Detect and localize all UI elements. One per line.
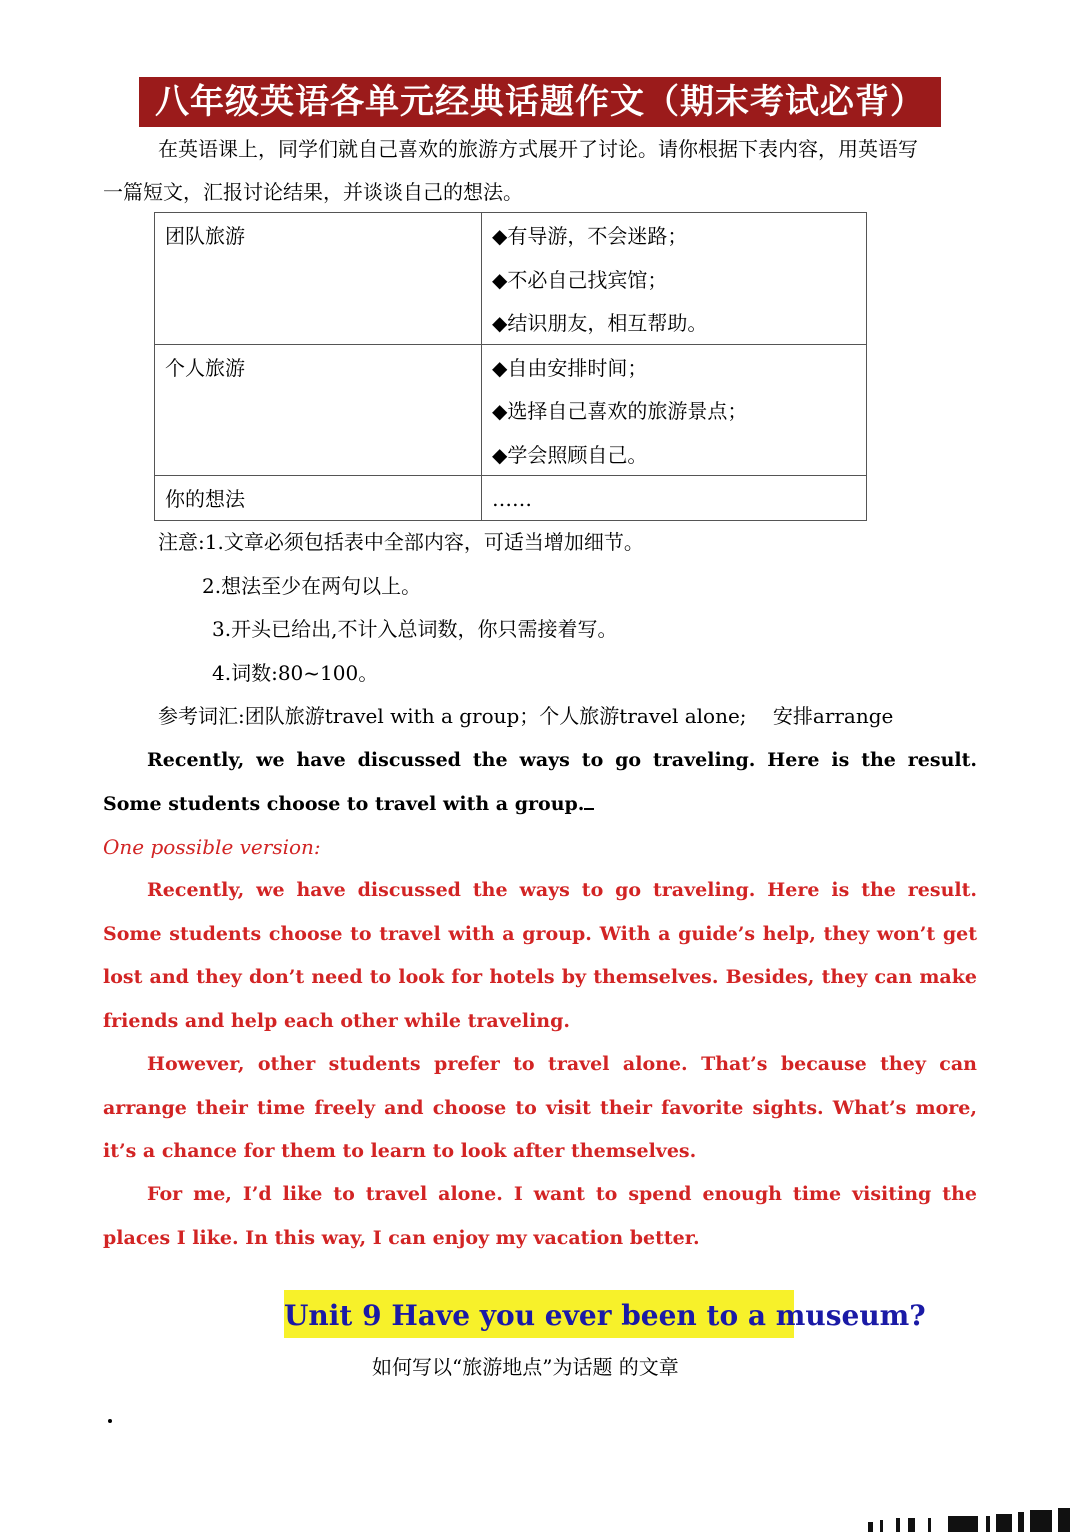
- note-2: 2.想法至少在两句以上。: [202, 574, 422, 598]
- row-label: 团队旅游: [165, 224, 245, 248]
- point-item: ◆选择自己喜欢的旅游景点；: [492, 399, 748, 423]
- answer-text: Recently, we have discussed the ways to go traveling. Here is the result. Some students choose to travel with a group. With a guide’s help, they won’t get lost and they don’t need to look for hotels by themselves. Besides, they can make friends and help each other while traveling.: [103, 879, 977, 1032]
- answer-text: For me, I’d like to travel alone. I want to spend enough time visiting the places I like. In this way, I can enjoy my vacation better.: [103, 1183, 977, 1249]
- page-title: 八年级英语各单元经典话题作文（期末考试必背）: [139, 77, 941, 127]
- opening-text: Recently, we have discussed the ways to go traveling. Here is the result. Some students choose to travel with a group.: [103, 749, 977, 815]
- unit-subtitle: 如何写以“旅游地点”为话题 的文章: [372, 1355, 679, 1379]
- note-3: 3.开头已给出,不计入总词数，你只需接着写。: [212, 617, 618, 641]
- vocabulary-hint: 参考词汇:团队旅游travel with a group；个人旅游travel alone; 安排arrange: [158, 704, 894, 728]
- point-item: ……: [492, 487, 532, 511]
- bullet-dot: [108, 1419, 112, 1423]
- version-label: One possible version:: [103, 835, 321, 859]
- answer-paragraph-2: [103, 1043, 977, 1174]
- table-row: [155, 476, 867, 521]
- point-item: ◆自由安排时间；: [492, 355, 648, 380]
- prompt-line-2: 一篇短文，汇报讨论结果，并谈谈自己的想法。: [103, 180, 523, 204]
- answer-blank: [584, 790, 594, 810]
- row-points-cell: [482, 213, 867, 345]
- row-points-cell: [482, 344, 867, 476]
- point-item: ◆结识朋友，相互帮助。: [492, 311, 708, 335]
- table-row: [155, 344, 867, 476]
- row-label: 个人旅游: [165, 355, 245, 380]
- note-1: 注意:1.文章必须包括表中全部内容，可适当增加细节。: [158, 530, 644, 554]
- prompt-line-1: 在英语课上，同学们就自己喜欢的旅游方式展开了讨论。请你根据下表内容，用英语写: [158, 137, 918, 161]
- row-label-cell: [155, 476, 482, 521]
- point-item: ◆学会照顾自己。: [492, 442, 648, 467]
- unit-heading: Unit 9 Have you ever been to a museum?: [284, 1290, 794, 1338]
- answer-text: However, other students prefer to travel alone. That’s because they can arrange their time freely and choose to visit their favorite sights. What’s more, it’s a chance for them to learn to look after themselves.: [103, 1053, 977, 1162]
- row-label-cell: [155, 344, 482, 476]
- note-4: 4.词数:80~100。: [212, 661, 379, 685]
- point-item: ◆有导游，不会迷路；: [492, 224, 688, 248]
- row-label: 你的想法: [165, 487, 245, 511]
- answer-paragraph-1: [103, 869, 977, 1043]
- opening-paragraph: [103, 739, 977, 826]
- answer-paragraph-3: [103, 1173, 977, 1260]
- table-row: [155, 213, 867, 345]
- topic-table: [154, 212, 867, 521]
- row-label-cell: [155, 213, 482, 345]
- point-item: ◆不必自己找宾馆；: [492, 267, 668, 292]
- row-points-cell: [482, 476, 867, 521]
